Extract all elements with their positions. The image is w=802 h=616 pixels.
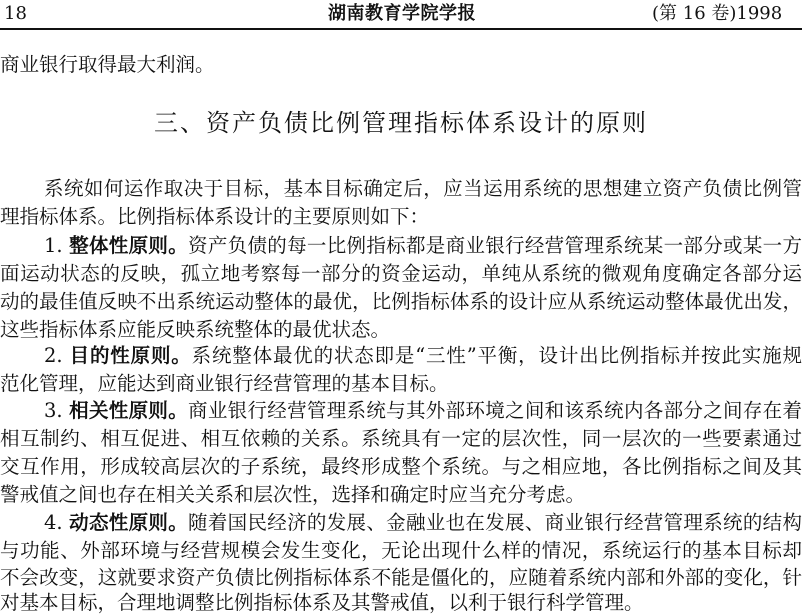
principle3-text: 商业银行经营管理系统与其外部环境之间和该系统内各部分之间存在着 (188, 399, 802, 422)
principle4-number: 4. (44, 511, 63, 534)
page-number: 18 (4, 3, 27, 24)
section-heading: 三、资产负债比例管理指标体系设计的原则 (154, 109, 648, 137)
principle2-text: 系统整体最优的状态即是“三性”平衡，设计出比例指标并按此实施规 (191, 344, 802, 367)
volume-info: (第 16 卷)1998 (652, 3, 783, 24)
principle3-title: 相关性原则。 (69, 399, 189, 422)
principle1-line2: 面运动状态的反映，孤立地考察每一部分的资金运动，单纯从系统的微观角度确定各部分运 (0, 262, 802, 285)
principle3-line1 (0, 398, 802, 424)
principle4-text: 随着国民经济的发展、金融业也在发展、商业银行经营管理系统的结构 (188, 511, 802, 534)
principle4-line3: 不会改变，这就要求资产负债比例指标体系不能是僵化的，应随着系统内部和外部的变化，针 (0, 566, 802, 589)
principle3-line2: 相互制约、相互促进、相互依赖的关系。系统具有一定的层次性，同一层次的一些要素通过 (0, 427, 802, 450)
principle3-line3: 交互作用，形成较高层次的子系统，最终形成整个系统。与之相应地，各比例指标之间及其 (0, 455, 802, 478)
principle4-line4: 对基本目标，合理地调整比例指标体系及其警戒值，以利于银行科学管理。 (0, 591, 644, 614)
header-rule (0, 28, 802, 30)
journal-title: 湖南教育学院学报 (328, 3, 476, 24)
principle3-number: 3. (44, 399, 63, 422)
principle1-title: 整体性原则。 (69, 234, 189, 257)
principle1-line3: 动的最佳值反映不出系统运动整体的最优，比例指标体系的设计应从系统运动整体最优出发， (0, 290, 802, 313)
principle4-line1 (0, 510, 802, 536)
para1-line2: 理指标体系。比例指标体系设计的主要原则如下： (0, 205, 430, 228)
principle4-title: 动态性原则。 (69, 511, 189, 534)
intro-line: 商业银行取得最大利润。 (0, 53, 215, 76)
principle1-line1 (0, 233, 802, 259)
principle2-line2: 范化管理，应能达到商业银行经营管理的基本目标。 (0, 372, 449, 395)
para1-line1: 系统如何运作取决于目标，基本目标确定后，应当运用系统的思想建立资产负债比例管 (44, 177, 802, 200)
principle1-number: 1. (44, 234, 63, 257)
principle1-line4: 这些指标体系应能反映系统整体的最优状态。 (0, 318, 391, 341)
principle2-number: 2. (44, 344, 63, 367)
principle3-line4: 警戒值之间也存在相关关系和层次性，选择和确定时应当充分考虑。 (0, 483, 586, 506)
principle2-title: 目的性原则。 (69, 344, 192, 367)
principle2-line1 (0, 343, 802, 369)
principle4-line2: 与功能、外部环境与经营规模会发生变化，无论出现什么样的情况，系统运行的基本目标却 (0, 539, 802, 562)
running-header (0, 0, 802, 30)
principle1-text: 资产负债的每一比例指标都是商业银行经营管理系统某一部分或某一方 (188, 234, 802, 257)
